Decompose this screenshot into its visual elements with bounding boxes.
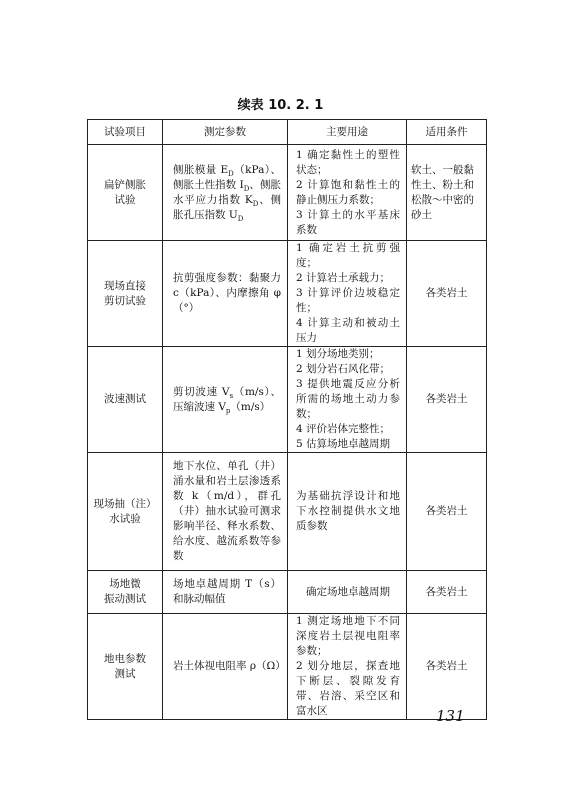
use-line: 4 评价岩体完整性； — [296, 423, 391, 435]
item-line: 波速测试 — [104, 393, 146, 405]
cell-use — [288, 241, 407, 347]
test-methods-table — [87, 119, 487, 720]
param-subscript: p — [225, 406, 231, 415]
cell-cond — [407, 145, 487, 241]
table-row — [88, 571, 487, 614]
cell-param — [163, 571, 288, 614]
cell-item — [88, 453, 163, 571]
cond-text: 软土、一般黏性土、粉土和松散～中密的砂土 — [411, 163, 474, 221]
header-param: 测定参数 — [163, 120, 288, 145]
use-line: 5 估算场地卓越周期 — [296, 438, 391, 450]
cond-text: 各类岩土 — [425, 505, 468, 517]
cond-text: 各类岩土 — [425, 585, 468, 598]
header-cond: 适用条件 — [407, 120, 487, 145]
use-line: 2 计算岩土承载力； — [296, 272, 391, 284]
item-line: 水试验 — [109, 512, 141, 525]
table-row — [88, 347, 487, 453]
header-use: 主要用途 — [288, 120, 407, 145]
param-subscript: s — [229, 391, 234, 400]
item-line: 场地微 — [109, 578, 141, 590]
item-line: 现场直接 — [104, 279, 146, 292]
use-line: 1 划分场地类别； — [296, 348, 380, 360]
item-line: 试验 — [114, 193, 136, 206]
use-line: 3 计算评价边坡稳定性； — [296, 287, 400, 314]
table-title: 续表 10. 2. 1 — [237, 98, 324, 113]
cell-use — [288, 614, 407, 720]
cell-item — [88, 145, 163, 241]
cell-cond — [407, 571, 487, 614]
param-text: 地下水位、单孔（井）涌水量和岩土层渗透系数 k（m/d），群孔（井）抽水试验可测求影响半径、释水系数、给水度、越流系数等参数 — [173, 460, 281, 562]
cell-param — [163, 614, 288, 720]
cell-item — [88, 347, 163, 453]
cell-cond — [407, 614, 487, 720]
param-subscript: D — [228, 169, 234, 178]
cell-param — [163, 347, 288, 453]
cell-use — [288, 453, 407, 571]
table-row — [88, 614, 487, 720]
table-row — [88, 241, 487, 347]
cond-text: 各类岩土 — [425, 287, 468, 299]
use-line: 2 划分地层，探查地下断层、裂隙发育带、岩溶、采空区和富水区 — [296, 660, 400, 717]
item-line: 测试 — [114, 667, 136, 680]
use-line: 1 测定场地地下不同深度岩土层视电阻率参数； — [296, 615, 400, 657]
cell-item — [88, 614, 163, 720]
use-line: 1 确定黏性土的塑性状态； — [296, 148, 400, 176]
cell-cond — [407, 453, 487, 571]
cell-param — [163, 241, 288, 347]
param-text: （m/s）、压缩波速 V — [173, 385, 281, 413]
cell-cond — [407, 241, 487, 347]
use-text: 确定场地卓越周期 — [306, 585, 390, 598]
cond-text: 各类岩土 — [425, 393, 468, 405]
param-text: 抗剪强度参数：黏聚力 c（kPa）、内摩擦角 φ（°） — [173, 272, 281, 314]
item-line: 地电参数 — [104, 652, 146, 665]
param-text: 岩土体视电阻率 ρ（Ω） — [173, 660, 286, 672]
cond-text: 各类岩土 — [425, 660, 468, 672]
table-row — [88, 145, 487, 241]
cell-param — [163, 145, 288, 241]
cell-item — [88, 241, 163, 347]
param-text: 剪切波速 V — [173, 385, 230, 398]
param-text: （kPa）、侧胀土性指数 I — [173, 163, 281, 191]
param-subscript: D — [237, 214, 244, 223]
cell-use — [288, 347, 407, 453]
use-line: 1 确定岩土抗剪强度； — [296, 242, 400, 269]
param-text: 场地卓越周期 T（s）和脉动幅值 — [173, 578, 281, 605]
cell-use — [288, 571, 407, 614]
header-item: 试验项目 — [88, 120, 163, 145]
use-line: 3 计算土的水平基床系数 — [296, 208, 400, 236]
use-line: 3 提供地震反应分析所需的场地土动力参数； — [296, 378, 400, 420]
param-text: （m/s） — [230, 400, 271, 413]
cell-use — [288, 145, 407, 241]
page-number: 131 — [436, 707, 465, 725]
use-line: 2 划分岩石风化带； — [296, 363, 391, 375]
use-text: 为基础抗浮设计和地下水控制提供水文地质参数 — [296, 490, 400, 532]
table-row — [88, 453, 487, 571]
table-header-row — [88, 120, 487, 145]
item-line: 扁铲侧胀 — [104, 178, 146, 191]
param-subscript: D — [243, 184, 250, 193]
cell-param — [163, 453, 288, 571]
item-line: 剪切试验 — [104, 294, 146, 307]
cell-cond — [407, 347, 487, 453]
use-line: 2 计算饱和黏性土的静止侧压力系数； — [296, 178, 400, 206]
item-line: 现场抽（注） — [93, 497, 157, 510]
cell-item — [88, 571, 163, 614]
param-text: 、侧胀孔压指数 U — [173, 193, 282, 221]
use-line: 4 计算主动和被动土压力 — [296, 317, 400, 344]
item-line: 振动测试 — [104, 593, 146, 605]
param-subscript: D — [252, 199, 259, 208]
param-text: 、侧胀水平应力指数 K — [173, 178, 281, 206]
param-text: 侧胀模量 E — [173, 163, 229, 176]
